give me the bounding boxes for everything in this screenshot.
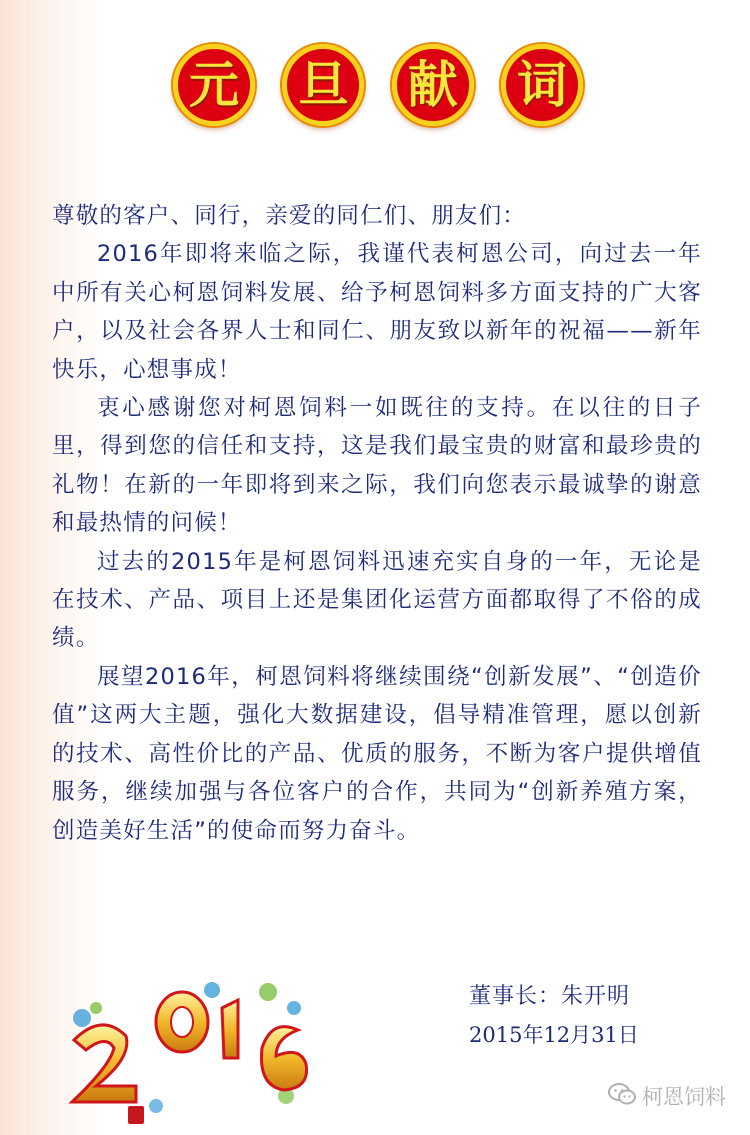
paragraph-4: 展望2016年，柯恩饲料将继续围绕“创新发展”、“创造价值”这两大主题，强化大数据建设，倡导精准管理，愿以创新的技术、高性价比的产品、优质的服务，不断为客户提供增值服务，继续加强与各位客户的合作，共同为“创新养殖方案，创造美好生活”的使命而努力奋斗。 (52, 663, 702, 844)
title-char: 旦 (298, 56, 349, 114)
greeting: 尊敬的客户、同行，亲爱的同仁们、朋友们： (52, 203, 527, 229)
watermark-label: 柯恩饲料 (642, 1085, 726, 1109)
paragraph-2: 衷心感谢您对柯恩饲料一如既往的支持。在以往的日子里，得到您的信任和支持，这是我们最宝贵的财富和最珍贵的礼物！在新的一年即将到来之际，我们向您表示最诚挚的谢意和最热情的问候！ (52, 395, 702, 537)
title-circle-4 (501, 44, 583, 126)
signature-block (469, 978, 639, 1054)
signature-date: 2015年12月31日 (469, 1023, 639, 1047)
signature-name: 董事长：朱开明 (469, 984, 631, 1009)
title-banner (173, 44, 583, 128)
paragraph-3: 过去的2015年是柯恩饲料迅速充实自身的一年，无论是在技术、产品、项目上还是集团化运营方面都取得了不俗的成绩。 (52, 548, 702, 652)
watermark (608, 1081, 726, 1111)
letter-body (52, 197, 702, 850)
title-char: 词 (516, 56, 567, 114)
title-circle-1 (173, 44, 255, 126)
title-char: 元 (189, 56, 239, 114)
title-circle-3 (392, 44, 474, 126)
paragraph-1: 2016年即将来临之际，我谨代表柯恩公司，向过去一年中所有关心柯恩饲料发展、给予柯恩饲料多方面支持的广大客户，以及社会各界人士和同仁、朋友致以新年的祝福——新年快乐，心想事成！ (52, 241, 702, 383)
title-char: 献 (407, 56, 458, 114)
year-2016-art-icon (62, 978, 318, 1128)
wechat-icon (608, 1082, 636, 1111)
title-circle-2 (282, 44, 364, 126)
